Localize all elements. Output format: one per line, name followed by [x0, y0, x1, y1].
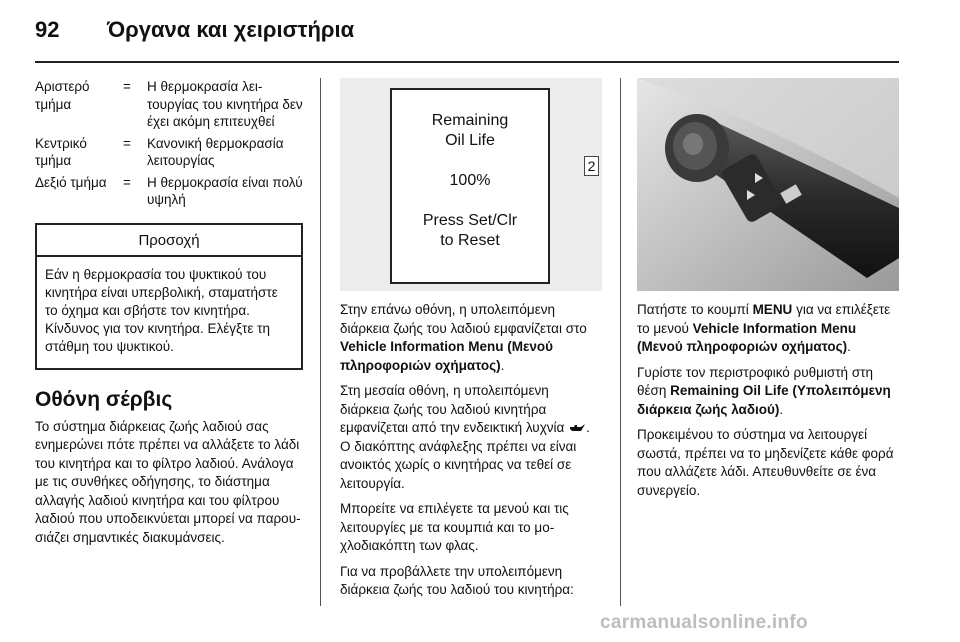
body-paragraph: Μπορείτε να επιλέγετε τα μενού και τις λειτουργίες με τα κουμπιά και το μοχλοδιακόπτη των φλας. — [340, 501, 569, 553]
turn-signal-lever-figure — [637, 78, 899, 291]
temp-term: Κεντρικό τμήμα — [35, 135, 87, 168]
temperature-table — [35, 78, 303, 209]
caution-text: Εάν η θερμοκρασία του ψυκτικού του κινητήρα είναι υπερβολική, σταματήστε το όχημα και σβήστε τον κινητήρα. Κίνδυνος για τον κινητήρα. Ελέγξτε τη στάθμη του ψυκτικού. — [45, 266, 278, 354]
chapter-title: Όργανα και χειριστήρια — [107, 17, 355, 42]
column-middle — [340, 78, 602, 607]
body-paragraph: Για να προβάλλετε την υπολειπόμενη διάρκεια ζωής του λαδιού του κινητήρα: — [340, 563, 574, 597]
lever-illustration — [637, 78, 899, 291]
body-paragraph: Στη μεσαία οθόνη, η υπολειπόμενη διάρκεια ζωής του λαδιού κινητήρα εμφανίζεται από την ενδεικτική λυχνία . Ο διακόπτης ανάφλεξης πρέπει να είναι ανοικτός χωρίς ο κινητήρας να τεθεί σε λειτουργία. — [340, 383, 590, 491]
oil-life-display-figure — [340, 78, 602, 291]
page-number: 92 — [35, 17, 60, 42]
temp-term: Αριστερό τμήμα — [35, 79, 90, 112]
page-header — [0, 0, 960, 62]
table-row — [35, 174, 303, 209]
temp-description: Η θερμοκρασία είναι πολύ υψηλή — [147, 174, 303, 207]
display-screen — [390, 88, 550, 284]
body-paragraph: Στην επάνω οθόνη, η υπολειπόμενη διάρκεια ζωής του λαδιού εμφανίζεται στο Vehicle Information Menu (Μενού πληροφοριών οχήματος). — [340, 302, 587, 373]
caution-box — [35, 223, 303, 370]
watermark: carmanualsonline.info — [600, 612, 808, 633]
temp-equals: = — [123, 174, 131, 190]
body-paragraph: Το σύστημα διάρκειας ζωής λαδιού σας ενημερώνει πότε πρέπει να αλλάξετε το λάδι του κινητήρα και το φίλτρο λαδιού. Ανάλογα με τις συνθήκες οδήγησης, το διάστημα αλλαγής λαδιού κινητήρα και του φίλτρου λαδιού που υποδεικνύεται μπορεί να παρουσιάζει σημαντικές διακυμάνσεις. — [35, 418, 301, 545]
column-left — [35, 78, 303, 554]
display-percent: 100% — [449, 172, 491, 189]
column-divider — [320, 78, 321, 606]
caution-title: Προσοχή — [37, 225, 301, 257]
body-paragraph: Γυρίστε τον περιστροφικό ρυθμιστή στη θέση Remaining Oil Life (Υπολειπόμενη διάρκεια ζωής λαδιού). — [637, 364, 891, 417]
column-right — [637, 78, 899, 507]
temp-equals: = — [123, 135, 131, 151]
oil-can-icon — [568, 423, 586, 433]
column-divider — [620, 78, 621, 606]
header-divider — [35, 61, 899, 63]
temp-description: Κανονική θερμοκρασία λειτουργίας — [147, 135, 284, 168]
temp-equals: = — [123, 79, 131, 94]
table-row — [35, 78, 303, 131]
temp-term: Δεξιό τμήμα — [35, 174, 107, 190]
body-paragraph: Προκειμένου το σύστημα να λειτουργεί σωστά, πρέπει να το μηδενίζετε κάθε φορά που αλλάζετε λάδι. Απευθυνθείτε σε ένα συνεργείο. — [637, 427, 894, 498]
section-heading: Οθόνη σέρβις — [35, 387, 173, 411]
display-line: Remaining — [431, 112, 509, 129]
display-line: Press Set/Clr — [422, 212, 518, 229]
body-paragraph: Πατήστε το κουμπί MENU για να επιλέξετε το μενού Vehicle Information Menu (Μενού πληροφοριών οχήματος). — [637, 302, 891, 354]
table-row — [35, 135, 303, 170]
figure-marker: 2 — [584, 156, 599, 176]
display-line: to Reset — [440, 232, 500, 249]
temp-description: Η θερμοκρασία λειτουργίας του κινητήρα δεν έχει ακόμη επιτευχθεί — [147, 79, 303, 129]
display-line: Oil Life — [445, 132, 495, 149]
